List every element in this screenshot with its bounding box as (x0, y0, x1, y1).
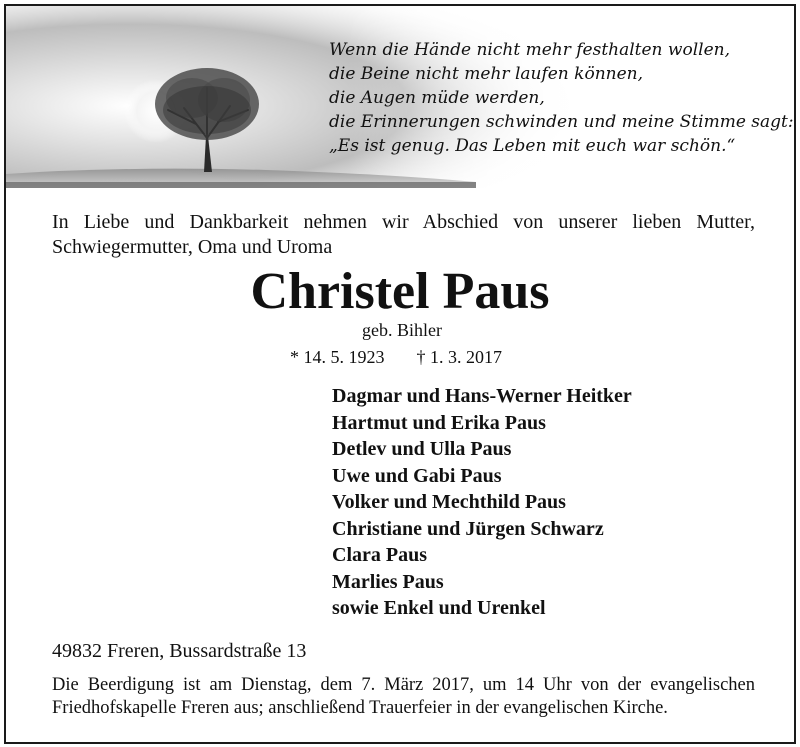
poem-line: die Erinnerungen schwinden und meine Stimme sagt: (329, 112, 794, 132)
header-banner (6, 6, 794, 196)
poem-line: die Beine nicht mehr laufen können, (329, 64, 644, 84)
mourner-entry: Clara Paus (332, 544, 427, 566)
funeral-line-2: Friedhofskapelle Freren aus; anschließend Trauerfeier in der evangelischen Kirche. (52, 698, 668, 718)
obituary-notice (4, 4, 796, 744)
mourner-entry: Volker und Mechthild Paus (332, 491, 566, 513)
death-date: † 1. 3. 2017 (416, 347, 502, 367)
birth-date: * 14. 5. 1923 (290, 347, 385, 367)
mourner-entry: Hartmut und Erika Paus (332, 411, 546, 434)
mourner-entry: Detlev und Ulla Paus (332, 438, 512, 460)
deceased-name: Christel Paus (250, 263, 550, 320)
mourner-entry: Dagmar und Hans-Werner Heitker (332, 385, 632, 407)
poem-line: „Es ist genug. Das Leben mit euch war schön.“ (329, 136, 736, 156)
poem-line: die Augen müde werden, (329, 88, 545, 108)
poem (329, 38, 794, 158)
poem-line: Wenn die Hände nicht mehr festhalten wollen, (329, 40, 730, 60)
mourner-entry: Uwe und Gabi Paus (332, 464, 502, 487)
mourners-list (332, 383, 632, 622)
funeral-info (52, 674, 755, 720)
intro-text (52, 210, 755, 260)
family-address: 49832 Freren, Bussardstraße 13 (52, 640, 307, 662)
mourner-entry: Marlies Paus (332, 570, 444, 593)
funeral-line-1: Die Beerdigung ist am Dienstag, dem 7. März 2017, um 14 Uhr von der evangelischen (52, 675, 755, 695)
maiden-name: geb. Bihler (362, 320, 442, 340)
mourner-entry: sowie Enkel und Urenkel (332, 597, 546, 619)
life-dates (290, 347, 502, 368)
mourner-entry: Christiane und Jürgen Schwarz (332, 517, 604, 540)
intro-line-1: In Liebe und Dankbarkeit nehmen wir Abschied von unserer lieben Mutter, (52, 211, 755, 233)
intro-line-2: Schwiegermutter, Oma und Uroma (52, 236, 333, 258)
